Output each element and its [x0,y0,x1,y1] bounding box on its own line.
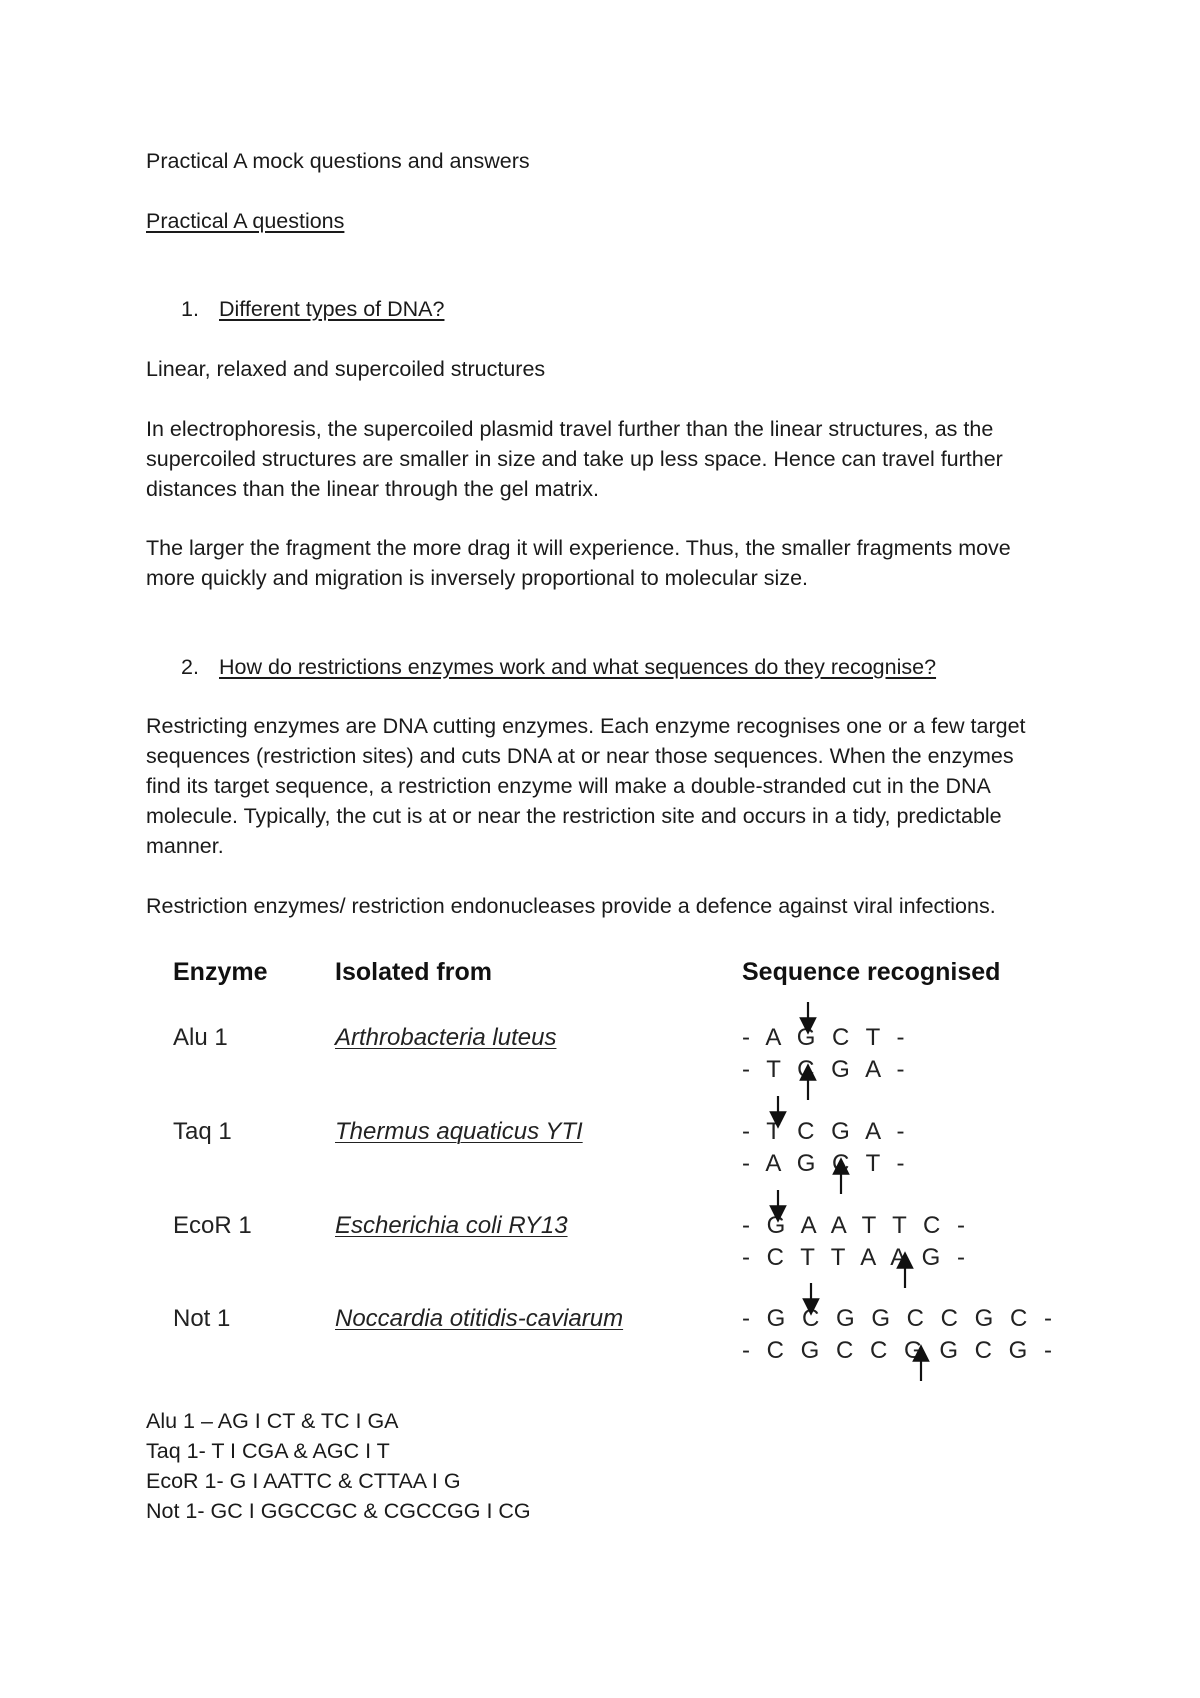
q2-para1-line: find its target sequence, a restriction enzyme will make a double-stranded cut in the DNA [146,774,991,798]
q1-para1-line: supercoiled structures are smaller in size and take up less space. Hence can travel further [146,447,1003,471]
q2-para1-line: Restricting enzymes are DNA cutting enzymes. Each enzyme recognises one or a few target [146,714,1026,738]
sequence-bottom-strand: - A G C T - [742,1150,910,1177]
sequence-top-strand: - T C G A - [742,1118,910,1145]
cut-summary-line: Not 1- GC I GGCCGC & CGCCGG I CG [146,1499,531,1523]
enzyme-name: EcoR 1 [173,1212,252,1239]
header-enzyme: Enzyme [173,958,268,986]
question-2-text: How do restrictions enzymes work and what sequences do they recognise? [219,655,937,679]
sequence-bottom-strand: - T C G A - [742,1056,910,1083]
enzyme-name: Alu 1 [173,1024,228,1051]
q1-para2-line: The larger the fragment the more drag it will experience. Thus, the smaller fragments move [146,536,1011,560]
sequence-top-strand: - G A A T T C - [742,1212,970,1239]
enzyme-name: Not 1 [173,1305,231,1332]
section-heading: Practical A questions [146,209,345,233]
q2-para1-line: molecule. Typically, the cut is at or near the restriction site and occurs in a tidy, predictable [146,804,1002,828]
q1-para1-line: distances than the linear through the gel matrix. [146,477,599,501]
header-isolated-from: Isolated from [335,958,492,986]
q1-answer-lead: Linear, relaxed and supercoiled structures [146,357,546,381]
q2-para1-line: manner. [146,834,224,858]
header-sequence-recognised: Sequence recognised [742,958,1001,986]
enzyme-source: Escherichia coli RY13 [335,1212,568,1239]
enzyme-source: Thermus aquaticus YTI [335,1118,583,1145]
sequence-bottom-strand: - C G C C G G C G - [742,1337,1057,1364]
q1-para1-line: In electrophoresis, the supercoiled plasmid travel further than the linear structures, as the [146,417,994,441]
q2-para2-line: Restriction enzymes/ restriction endonucleases provide a defence against viral infections. [146,894,996,918]
cut-summary-line: Alu 1 – AG I CT & TC I GA [146,1409,399,1433]
cut-summary-line: Taq 1- T I CGA & AGC I T [146,1439,390,1463]
question-1-text: Different types of DNA? [219,297,445,321]
q1-para2-line: more quickly and migration is inversely proportional to molecular size. [146,566,809,590]
q2-para1-line: sequences (restriction sites) and cuts DNA at or near those sequences. When the enzymes [146,744,1014,768]
enzyme-source: Arthrobacteria luteus [335,1024,557,1051]
sequence-top-strand: - A G C T - [742,1024,910,1051]
question-2-number: 2. [181,655,199,679]
question-1-number: 1. [181,297,199,321]
enzyme-source: Noccardia otitidis-caviarum [335,1305,624,1332]
sequence-bottom-strand: - C T T A A G - [742,1244,970,1271]
enzyme-name: Taq 1 [173,1118,232,1145]
document-title: Practical A mock questions and answers [146,149,530,173]
sequence-top-strand: - G C G G C C G C - [742,1305,1057,1332]
cut-summary-line: EcoR 1- G I AATTC & CTTAA I G [146,1469,461,1493]
